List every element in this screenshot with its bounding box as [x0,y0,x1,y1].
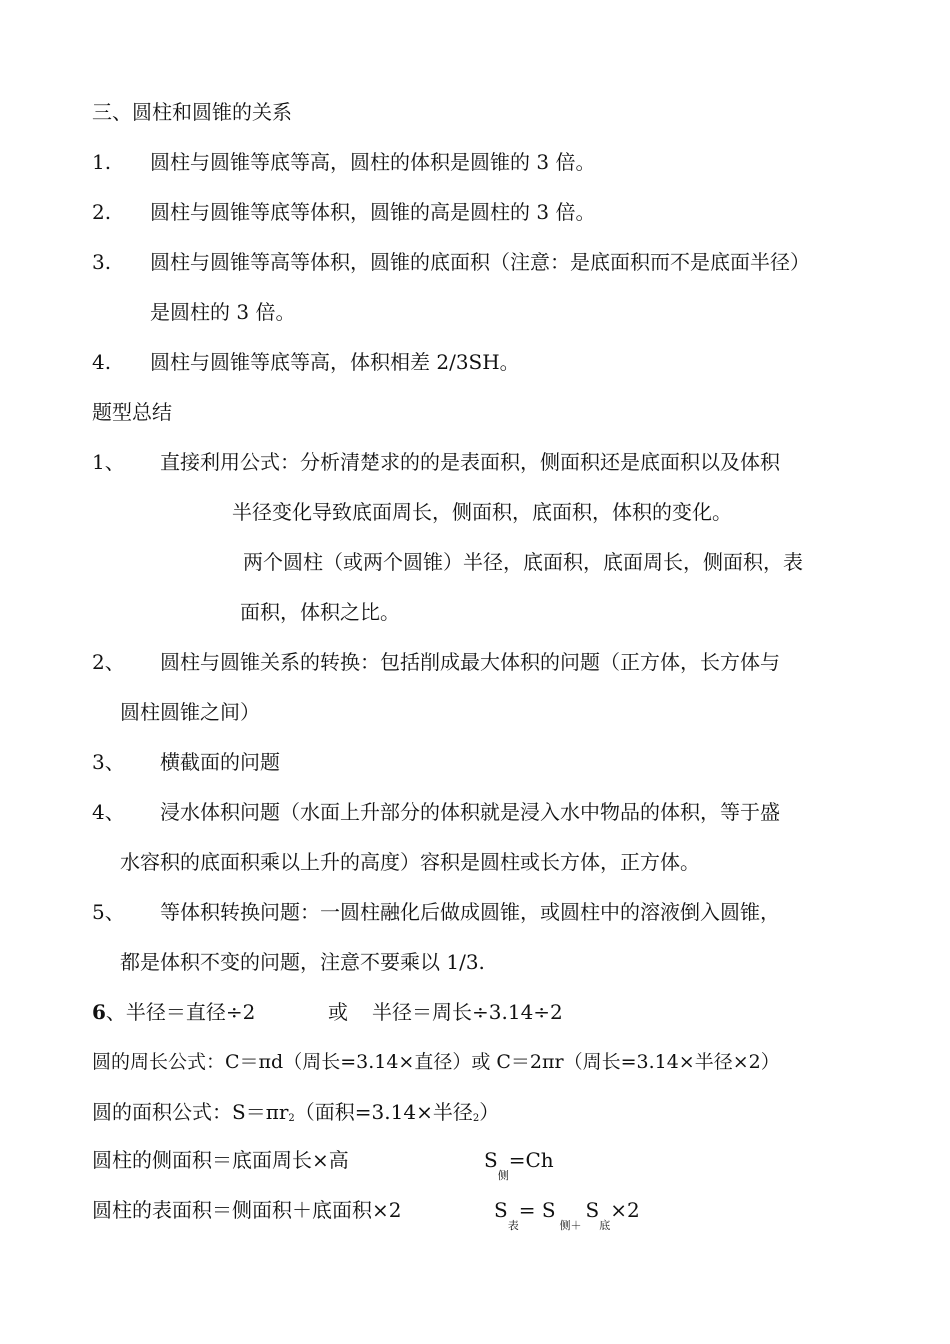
list-item-continuation: 圆柱圆锥之间） [120,700,260,724]
formula-symbol: S [585,1198,600,1222]
formula-radius [92,1000,255,1024]
list-item-text: 圆柱与圆锥等底等高，体积相差 2/3SH。 [150,350,520,374]
list-item-continuation: 都是体积不变的问题，注意不要乘以 1/3. [120,950,485,974]
formula-text: （面积=3.14×半径 [294,1100,473,1124]
list-subitem: 两个圆柱（或两个圆锥）半径，底面积，底面周长，侧面积，表 [243,550,803,574]
formula-or: 或 [328,1000,348,1024]
formula-symbol: =Ch [508,1148,554,1172]
subscript: 底 [599,1219,611,1232]
section-title: 三、圆柱和圆锥的关系 [92,100,292,124]
list-subitem: 半径变化导致底面周长，侧面积，底面积，体积的变化。 [232,500,732,524]
list-item-text: 圆柱与圆锥等底等高，圆柱的体积是圆锥的 3 倍。 [150,150,596,174]
formula-surface-symbol [494,1198,640,1232]
superscript: 2 [288,1113,295,1124]
formula-text: ） [479,1100,500,1124]
formula-circumference: 圆的周长公式：C＝πd（周长=3.14×直径）或 C＝2πr（周长=3.14×半径×2） [92,1051,780,1073]
formula-lateral-symbol [484,1148,554,1182]
list-item-number: 1. [92,150,112,174]
subscript: 侧＋ [559,1219,582,1232]
formula-symbol: S [494,1198,508,1222]
superscript: 2 [472,1113,480,1124]
list-item-number: 6 [92,1000,106,1024]
formula-area [92,1100,499,1129]
list-item-number: 3、 [92,750,125,774]
list-item-continuation: 是圆柱的 3 倍。 [150,300,296,324]
summary-title: 题型总结 [92,400,172,424]
list-item-text: 等体积转换问题：一圆柱融化后做成圆锥，或圆柱中的溶液倒入圆锥， [160,900,780,924]
list-item-number: 3. [92,250,112,274]
list-item-text: 圆柱与圆锥等底等体积，圆锥的高是圆柱的 3 倍。 [150,200,596,224]
list-subitem-continuation: 面积，体积之比。 [240,600,400,624]
list-item-text: 浸水体积问题（水面上升部分的体积就是浸入水中物品的体积，等于盛 [160,800,780,824]
list-item-continuation: 水容积的底面积乘以上升的高度）容积是圆柱或长方体，正方体。 [120,850,700,874]
subscript: 表 [507,1219,519,1232]
formula-surface-text: 圆柱的表面积＝侧面积＋底面积×2 [92,1198,402,1222]
list-item-number: 2、 [92,650,125,674]
list-item-number: 4、 [92,800,125,824]
formula-symbol: = S [518,1198,556,1222]
list-item-text: 直接利用公式：分析清楚求的的是表面积，侧面积还是底面积以及体积 [160,450,780,474]
subscript: 侧 [497,1169,509,1182]
formula-symbol: S [484,1148,498,1172]
formula-symbol: ×2 [610,1198,640,1222]
formula-lateral-text: 圆柱的侧面积＝底面周长×高 [92,1148,349,1172]
formula-text: 、半径＝直径÷2 [105,1000,256,1024]
list-item-number: 2. [92,200,112,224]
list-item-number: 1、 [92,450,125,474]
formula-text: 半径＝周长÷3.14÷2 [372,1000,563,1024]
formula-text: 圆的面积公式：S＝πr [92,1100,289,1124]
list-item-text: 圆柱与圆锥等高等体积，圆锥的底面积（注意：是底面积而不是底面半径） [150,250,810,274]
list-item-number: 5、 [92,900,125,924]
list-item-text: 横截面的问题 [160,750,280,774]
list-item-number: 4. [92,350,112,374]
list-item-text: 圆柱与圆锥关系的转换：包括削成最大体积的问题（正方体，长方体与 [160,650,780,674]
